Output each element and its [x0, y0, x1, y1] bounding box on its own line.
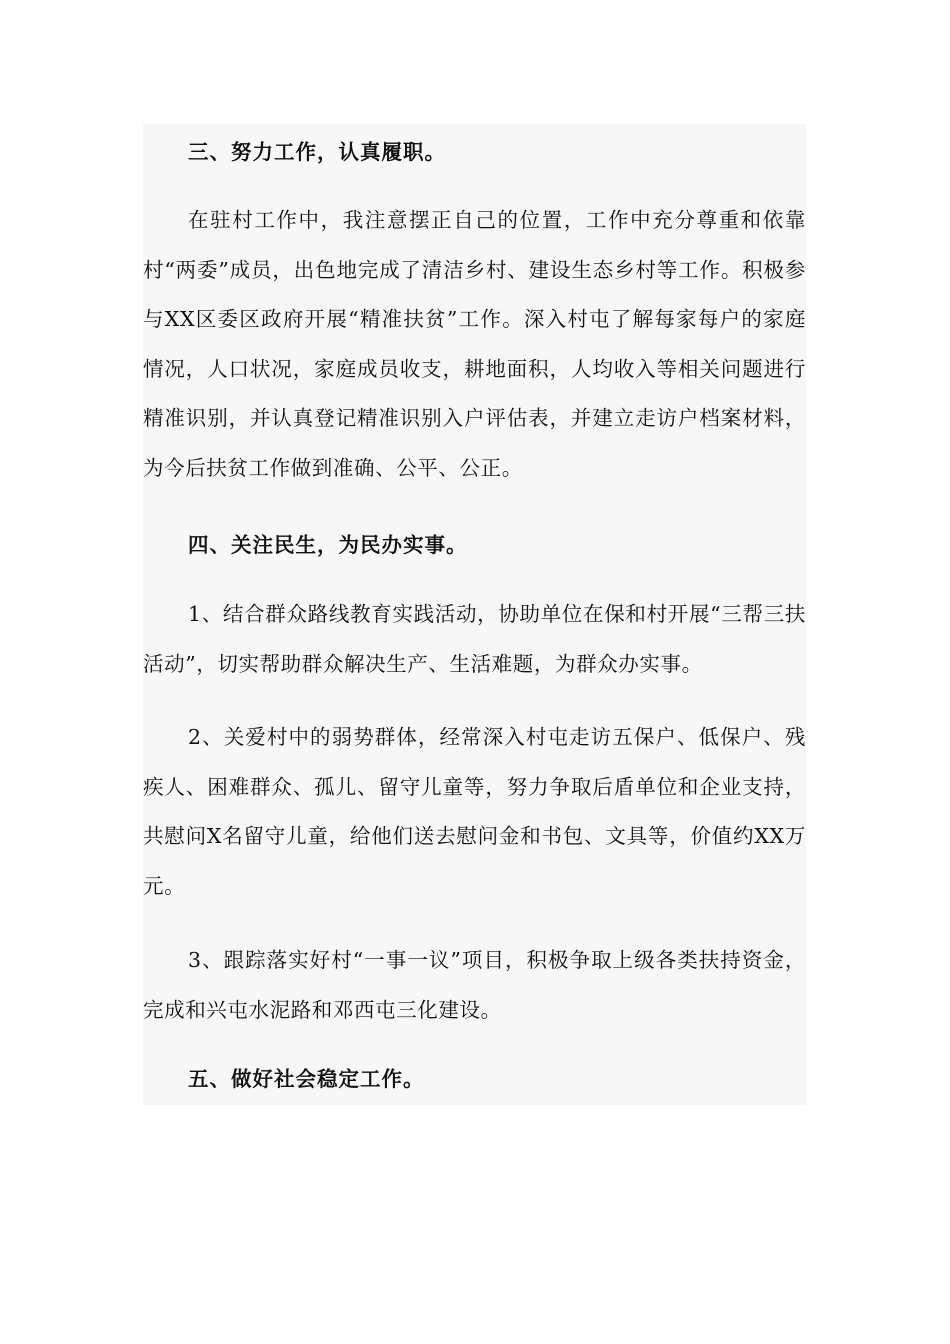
- list-item-1: 1、结合群众路线教育实践活动，协助单位在保和村开展“三帮三扶活动”，切实帮助群众解决生产、生活难题，为群众办实事。: [143, 602, 806, 676]
- section-heading-3: 三、努力工作，认真履职。: [188, 140, 446, 164]
- document-body: [143, 124, 806, 1105]
- section-heading-5: 五、做好社会稳定工作。: [188, 1067, 425, 1091]
- list-item-3: 3、跟踪落实好村“一事一议”项目，积极争取上级各类扶持资金，完成和兴屯水泥路和邓西屯三化建设。: [143, 948, 806, 1022]
- paragraph-village-work: 在驻村工作中，我注意摆正自己的位置，工作中充分尊重和依靠村“两委”成员，出色地完成了清洁乡村、建设生态乡村等工作。积极参与XX区委区政府开展“精准扶贫”工作。深入村屯了解每家每户的家庭情况，人口状况，家庭成员收支，耕地面积，人均收入等相关问题进行精准识别，并认真登记精准识别入户评估表，并建立走访户档案材料，为今后扶贫工作做到准确、公平、公正。: [143, 208, 806, 480]
- section-heading-4: 四、关注民生，为民办实事。: [188, 533, 468, 557]
- list-item-2: 2、关爱村中的弱势群体，经常深入村屯走访五保户、低保户、残疾人、困难群众、孤儿、留守儿童等，努力争取后盾单位和企业支持，共慰问X名留守儿童，给他们送去慰问金和书包、文具等，价值约XX万元。: [143, 725, 806, 898]
